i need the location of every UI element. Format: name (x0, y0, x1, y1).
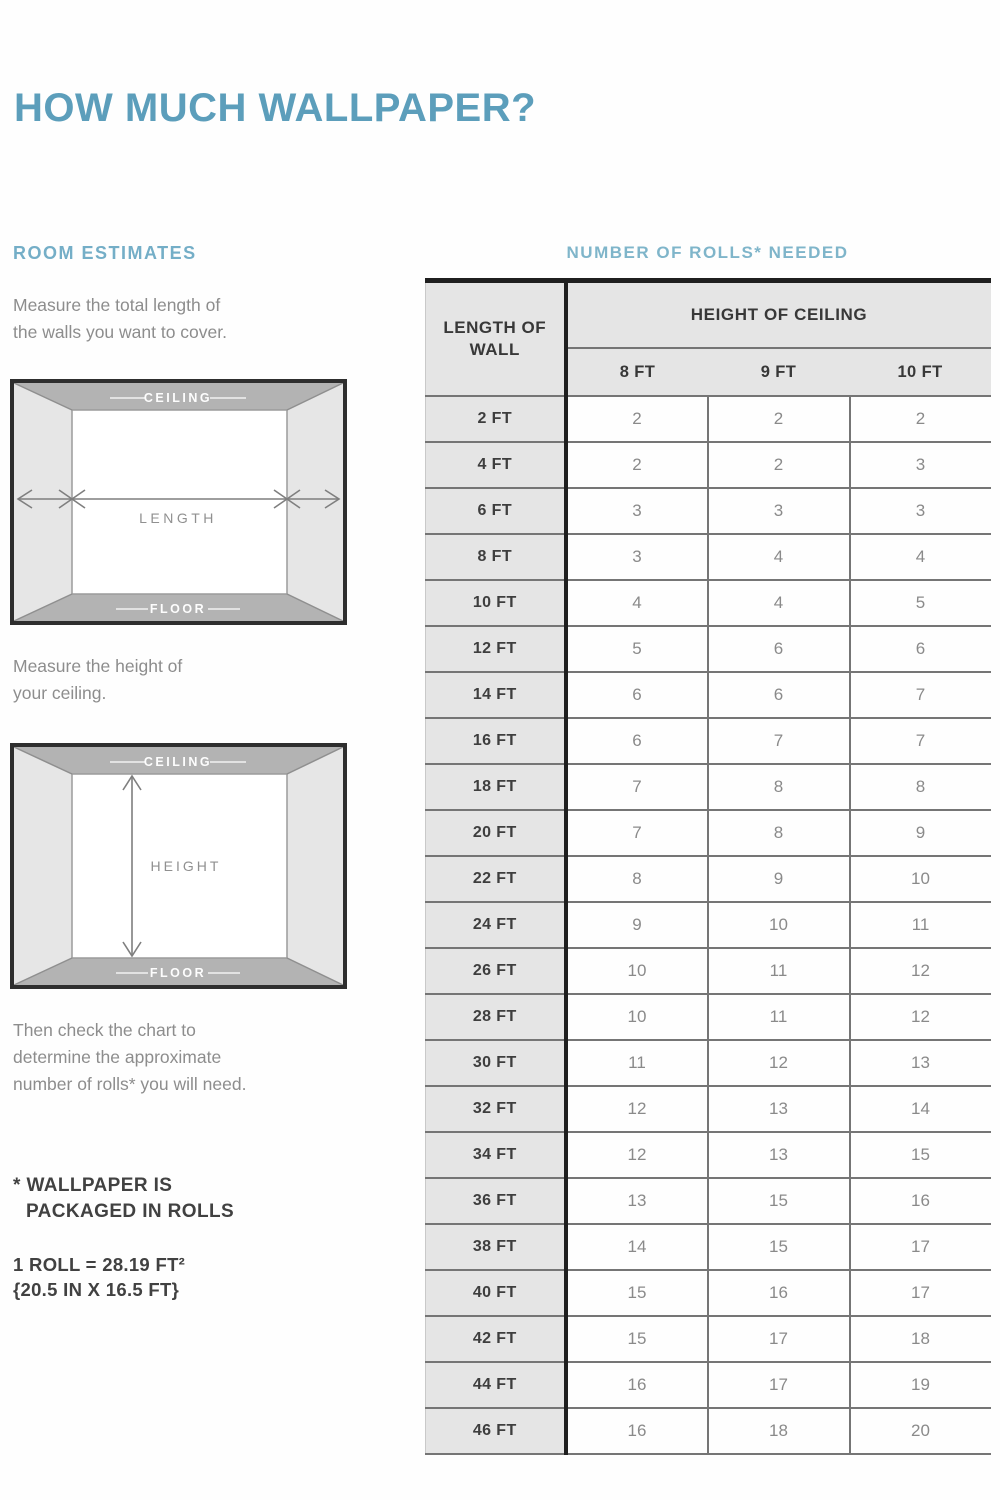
rolls-value-cell: 12 (566, 1086, 708, 1132)
rolls-value-cell: 8 (708, 764, 850, 810)
rolls-value-cell: 2 (566, 442, 708, 488)
rolls-value-cell: 10 (850, 856, 991, 902)
rolls-value-cell: 18 (708, 1408, 850, 1454)
rolls-value-cell: 15 (850, 1132, 991, 1178)
rolls-value-cell: 2 (566, 396, 708, 442)
wall-length-cell: 42 FT (426, 1316, 566, 1362)
wall-length-cell: 40 FT (426, 1270, 566, 1316)
rolls-value-cell: 17 (708, 1316, 850, 1362)
table-row (426, 1086, 991, 1132)
rolls-value-cell: 4 (566, 580, 708, 626)
table-row (426, 442, 991, 488)
wall-length-cell: 28 FT (426, 994, 566, 1040)
rolls-value-cell: 4 (708, 534, 850, 580)
table-row (426, 1316, 991, 1362)
text-line: * WALLPAPER IS (13, 1175, 173, 1196)
rolls-value-cell: 15 (566, 1316, 708, 1362)
rolls-value-cell: 7 (566, 764, 708, 810)
ceiling-label: CEILING (143, 755, 213, 769)
wall-length-cell: 8 FT (426, 534, 566, 580)
wall-length-cell: 30 FT (426, 1040, 566, 1086)
height-label: HEIGHT (150, 858, 222, 874)
rolls-value-cell: 19 (850, 1362, 991, 1408)
rolls-value-cell: 4 (850, 534, 991, 580)
rolls-value-cell: 3 (850, 488, 991, 534)
rolls-value-cell: 12 (708, 1040, 850, 1086)
table-row (426, 580, 991, 626)
rolls-value-cell: 6 (708, 626, 850, 672)
text-line: Measure the total length of (13, 295, 221, 315)
rolls-value-cell: 3 (566, 534, 708, 580)
right-wall (287, 747, 343, 985)
wall-length-cell: 38 FT (426, 1224, 566, 1270)
table-row (426, 1040, 991, 1086)
table-row (426, 672, 991, 718)
rolls-value-cell: 13 (708, 1132, 850, 1178)
wall-length-cell: 12 FT (426, 626, 566, 672)
wall-length-cell: 22 FT (426, 856, 566, 902)
text-line: determine the approximate (13, 1047, 222, 1067)
wall-length-cell: 4 FT (426, 442, 566, 488)
rolls-value-cell: 13 (850, 1040, 991, 1086)
rolls-value-cell: 9 (850, 810, 991, 856)
text-line: the walls you want to cover. (13, 322, 227, 342)
rolls-value-cell: 14 (850, 1086, 991, 1132)
text-line: number of rolls* you will need. (13, 1074, 247, 1094)
table-row (426, 626, 991, 672)
length-label: LENGTH (139, 510, 217, 526)
rolls-value-cell: 13 (566, 1178, 708, 1224)
column-header-10ft: 10 FT (850, 348, 991, 396)
rolls-value-cell: 14 (566, 1224, 708, 1270)
rolls-value-cell: 11 (708, 994, 850, 1040)
rolls-value-cell: 20 (850, 1408, 991, 1454)
back-wall (72, 410, 287, 594)
rolls-value-cell: 16 (708, 1270, 850, 1316)
table-row (426, 1224, 991, 1270)
wall-length-cell: 18 FT (426, 764, 566, 810)
rolls-table-body (426, 396, 991, 1454)
rolls-value-cell: 13 (708, 1086, 850, 1132)
table-row (426, 1270, 991, 1316)
rolls-value-cell: 7 (850, 672, 991, 718)
room-height-diagram (10, 743, 347, 989)
rolls-value-cell: 5 (566, 626, 708, 672)
rolls-value-cell: 12 (850, 948, 991, 994)
text-line: Measure the height of (13, 656, 183, 676)
rolls-value-cell: 5 (850, 580, 991, 626)
column-header-length-of-wall: LENGTH OF WALL (426, 281, 566, 397)
text-line: your ceiling. (13, 683, 107, 703)
table-row (426, 902, 991, 948)
rolls-value-cell: 10 (566, 948, 708, 994)
rolls-value-cell: 3 (708, 488, 850, 534)
rolls-value-cell: 6 (566, 672, 708, 718)
table-row (426, 764, 991, 810)
table-header-row-1 (426, 281, 991, 349)
text-line: {20.5 IN X 16.5 FT} (13, 1279, 180, 1300)
floor-label: FLOOR (149, 966, 207, 980)
rolls-value-cell: 8 (850, 764, 991, 810)
column-header-9ft: 9 FT (708, 348, 850, 396)
wall-length-cell: 24 FT (426, 902, 566, 948)
left-wall (14, 747, 72, 985)
rolls-value-cell: 11 (566, 1040, 708, 1086)
rolls-table-container (425, 278, 991, 1455)
rolls-value-cell: 11 (850, 902, 991, 948)
wall-length-cell: 6 FT (426, 488, 566, 534)
wall-length-cell: 16 FT (426, 718, 566, 764)
column-group-header-height-of-ceiling: HEIGHT OF CEILING (566, 281, 991, 349)
rolls-value-cell: 17 (708, 1362, 850, 1408)
table-row (426, 810, 991, 856)
rolls-value-cell: 2 (708, 442, 850, 488)
rolls-value-cell: 17 (850, 1224, 991, 1270)
rolls-value-cell: 17 (850, 1270, 991, 1316)
wall-length-cell: 36 FT (426, 1178, 566, 1224)
rolls-value-cell: 7 (850, 718, 991, 764)
rolls-value-cell: 11 (708, 948, 850, 994)
table-row (426, 534, 991, 580)
rolls-value-cell: 4 (708, 580, 850, 626)
rolls-value-cell: 3 (850, 442, 991, 488)
rolls-value-cell: 7 (566, 810, 708, 856)
roll-size-info (13, 1252, 185, 1302)
table-row (426, 1408, 991, 1454)
rolls-value-cell: 12 (850, 994, 991, 1040)
rolls-value-cell: 8 (708, 810, 850, 856)
table-row (426, 994, 991, 1040)
rolls-footnote (13, 1173, 234, 1225)
rolls-table (425, 278, 991, 1455)
rolls-value-cell: 9 (566, 902, 708, 948)
rolls-value-cell: 6 (850, 626, 991, 672)
rolls-value-cell: 10 (566, 994, 708, 1040)
wall-length-cell: 26 FT (426, 948, 566, 994)
rolls-value-cell: 8 (566, 856, 708, 902)
text-line: Then check the chart to (13, 1020, 196, 1040)
rolls-value-cell: 9 (708, 856, 850, 902)
wall-length-cell: 32 FT (426, 1086, 566, 1132)
wall-length-cell: 34 FT (426, 1132, 566, 1178)
rolls-value-cell: 15 (708, 1224, 850, 1270)
text-line: PACKAGED IN ROLLS (26, 1201, 235, 1222)
wall-length-cell: 14 FT (426, 672, 566, 718)
step-1-instructions (13, 292, 227, 346)
rolls-value-cell: 2 (708, 396, 850, 442)
wall-length-cell: 10 FT (426, 580, 566, 626)
wall-length-cell: 2 FT (426, 396, 566, 442)
section-heading-room-estimates: ROOM ESTIMATES (13, 243, 197, 263)
table-row (426, 1132, 991, 1178)
table-row (426, 396, 991, 442)
column-header-8ft: 8 FT (566, 348, 708, 396)
rolls-value-cell: 7 (708, 718, 850, 764)
rolls-value-cell: 16 (566, 1362, 708, 1408)
table-row (426, 948, 991, 994)
step-2-instructions (13, 653, 182, 707)
rolls-value-cell: 16 (850, 1178, 991, 1224)
rolls-value-cell: 10 (708, 902, 850, 948)
table-row (426, 856, 991, 902)
rolls-value-cell: 6 (708, 672, 850, 718)
wall-length-cell: 20 FT (426, 810, 566, 856)
table-row (426, 488, 991, 534)
table-heading: NUMBER OF ROLLS* NEEDED (566, 243, 849, 262)
text-line: 1 ROLL = 28.19 FT² (13, 1254, 186, 1275)
table-row (426, 718, 991, 764)
page-title: HOW MUCH WALLPAPER? (14, 86, 537, 130)
floor-label: FLOOR (149, 602, 207, 616)
rolls-value-cell: 15 (566, 1270, 708, 1316)
step-3-instructions (13, 1017, 246, 1098)
table-row (426, 1362, 991, 1408)
wall-length-cell: 44 FT (426, 1362, 566, 1408)
rolls-value-cell: 3 (566, 488, 708, 534)
rolls-value-cell: 12 (566, 1132, 708, 1178)
rolls-value-cell: 18 (850, 1316, 991, 1362)
rolls-value-cell: 16 (566, 1408, 708, 1454)
table-row (426, 1178, 991, 1224)
rolls-value-cell: 2 (850, 396, 991, 442)
rolls-value-cell: 6 (566, 718, 708, 764)
wall-length-cell: 46 FT (426, 1408, 566, 1454)
ceiling-label: CEILING (143, 391, 213, 405)
room-length-diagram (10, 379, 347, 625)
rolls-value-cell: 15 (708, 1178, 850, 1224)
